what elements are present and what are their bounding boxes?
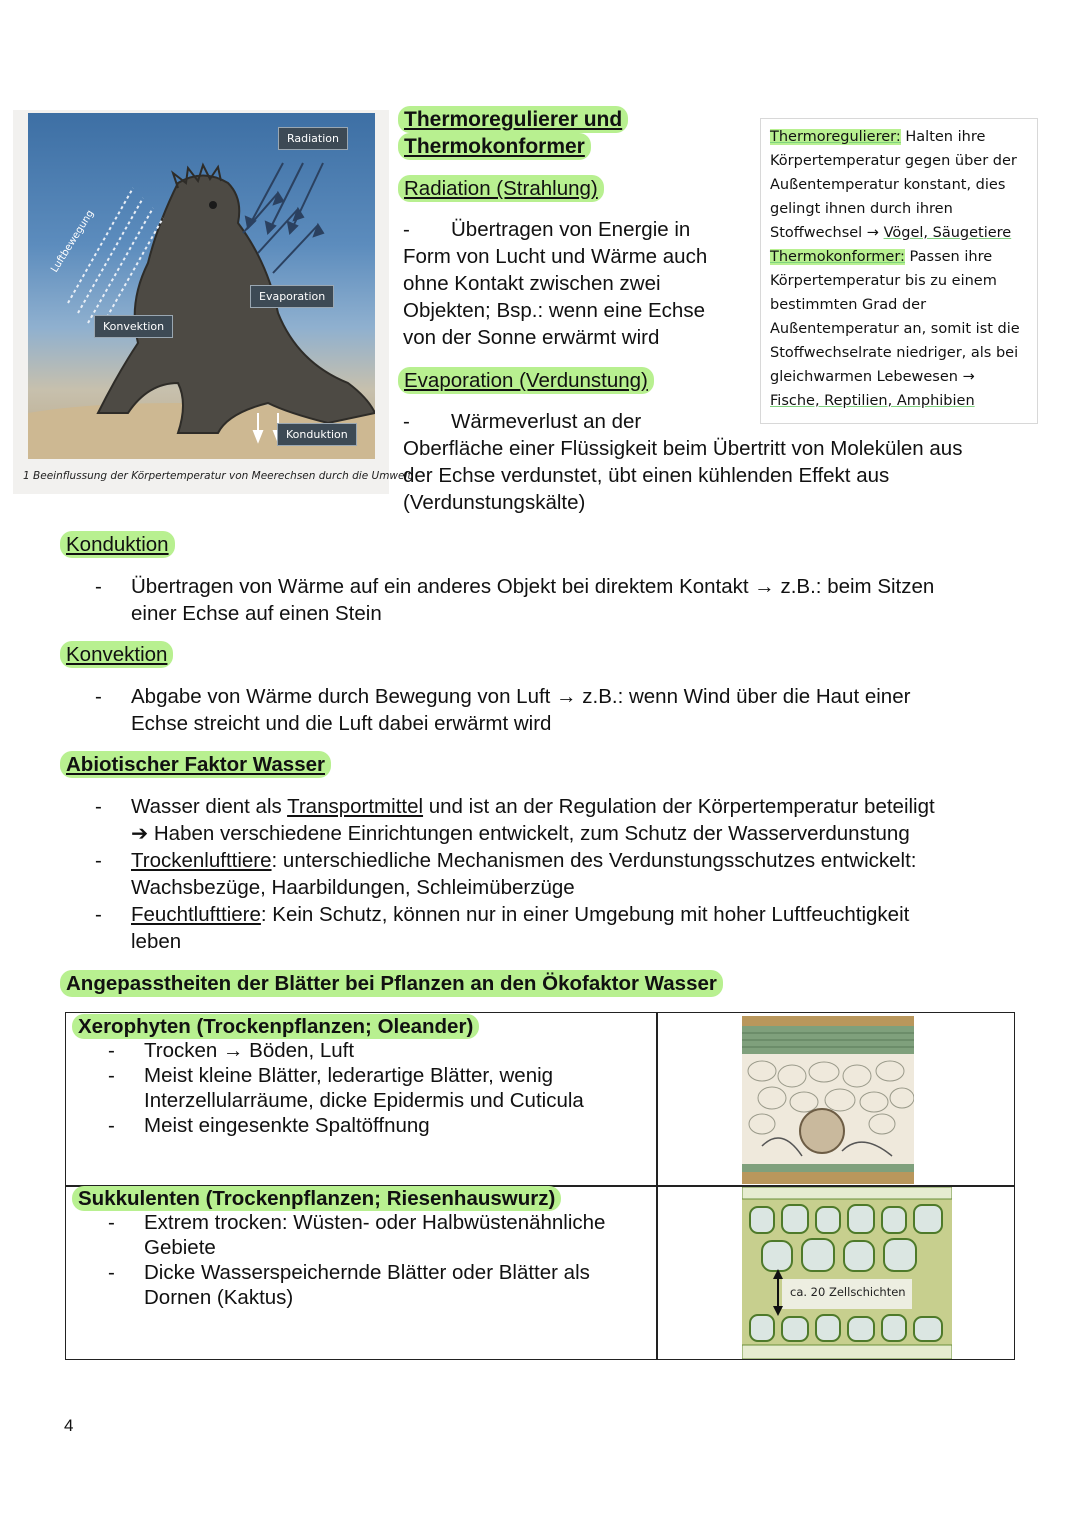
wasser-b1-post: und ist an der Regulation der Körpertemperatur beteiligt	[423, 795, 935, 818]
konduktion-heading: Konduktion	[60, 531, 175, 558]
sukkulenten-item-2-line-1: Dicke Wasserspeichernde Blätter oder Blätter als	[144, 1261, 590, 1284]
konvektion-heading-wrap	[60, 641, 173, 668]
radiation-heading-wrap	[398, 175, 604, 202]
konvektion-line-2: Echse streicht und die Luft dabei erwärmt wird	[131, 712, 552, 735]
radiation-label: Radiation	[278, 127, 348, 150]
plants-heading: Angepasstheiten der Blätter bei Pflanzen an den Ökofaktor Wasser	[60, 970, 723, 997]
xerophyten-title: Xerophyten (Trockenpflanzen; Oleander)	[72, 1014, 479, 1039]
wasser-text	[95, 793, 1045, 955]
wasser-b3-line2: leben	[131, 930, 182, 953]
plants-table	[65, 1012, 1015, 1360]
sukkulenten-cell	[72, 1186, 652, 1310]
plants-heading-wrap	[60, 970, 723, 997]
wasser-b2-line2: Wachsbezüge, Haarbildungen, Schleimüberzüge	[131, 876, 575, 899]
radiation-heading: Radiation (Strahlung)	[398, 175, 604, 202]
xerophyten-item-2-line-2: Interzellularräume, dicke Epidermis und Cuticula	[144, 1089, 584, 1112]
tr-line-3: Außentemperatur konstant, dies	[770, 177, 1006, 193]
transportmittel-term: Transportmittel	[287, 795, 424, 818]
evaporation-line-2: Oberfläche einer Flüssigkeit beim Übertritt von Molekülen aus	[403, 437, 963, 460]
evaporation-heading: Evaporation (Verdunstung)	[398, 367, 654, 394]
wasser-heading-wrap	[60, 751, 331, 778]
tk-line-3: bestimmten Grad der	[770, 297, 927, 313]
xerophyten-item-2-line-1: Meist kleine Blätter, lederartige Blätter, wenig	[144, 1064, 554, 1087]
konduktion-line-2: einer Echse auf einen Stein	[131, 602, 382, 625]
thermoregulierer-term: Thermoregulierer:	[770, 129, 901, 145]
definitions-box	[760, 118, 1038, 424]
luftbewegung-label: Luftbewegung	[49, 208, 97, 275]
feuchtlufttiere-term: Feuchtlufttiere	[131, 903, 261, 926]
iguana-figure	[13, 110, 412, 494]
tk-line-5: Stoffwechselrate niedriger, als bei	[770, 345, 1019, 361]
sukkulenten-title: Sukkulenten (Trockenpflanzen; Riesenhauswurz)	[72, 1186, 561, 1211]
figure-caption	[23, 470, 412, 482]
tk-line-4: Außentemperatur an, somit ist die	[770, 321, 1020, 337]
iguana-photo	[28, 113, 375, 459]
wasser-b1-pre: Wasser dient als	[131, 795, 288, 818]
page-number: 4	[64, 1416, 74, 1435]
konduktion-line-1: Übertragen von Wärme auf ein anderes Objekt bei direktem Kontakt → z.B.: beim Sitzen	[131, 575, 935, 598]
tr-line-1: Halten ihre	[905, 129, 986, 145]
tr-line-2: Körpertemperatur gegen über der	[770, 153, 1017, 169]
evaporation-line-4: (Verdunstungskälte)	[403, 491, 586, 514]
sukkulenten-item-1-line-2: Gebiete	[144, 1236, 216, 1259]
tk-line-6: gleichwarmen Lebewesen →	[770, 369, 975, 385]
main-title	[398, 106, 628, 160]
evaporation-line-3: der Echse verdunstet, übt einen kühlenden Effekt aus	[403, 464, 890, 487]
konvektion-text	[95, 683, 1025, 737]
sukkulenten-item-2-line-2: Dornen (Kaktus)	[144, 1286, 294, 1309]
xerophyten-item-3: Meist eingesenkte Spaltöffnung	[144, 1114, 430, 1137]
radiation-line-4: Objekten; Bsp.: wenn eine Echse	[403, 299, 705, 322]
radiation-line-1: Übertragen von Energie in	[451, 218, 691, 241]
radiation-line-5: von der Sonne erwärmt wird	[403, 326, 660, 349]
xerophyten-cell	[72, 1014, 652, 1138]
succulent-leaf-cross-section	[742, 1187, 952, 1359]
trockenlufttiere-term: Trockenlufttiere	[131, 849, 272, 872]
evaporation-line-1: Wärmeverlust an der	[451, 410, 642, 433]
wasser-b2-text: : unterschiedliche Mechanismen des Verdunstungsschutzes entwickelt:	[271, 849, 917, 872]
konduktion-text	[95, 573, 1025, 627]
title-line-1: Thermoregulierer und	[398, 106, 628, 133]
oleander-leaf-cross-section	[742, 1016, 914, 1184]
evaporation-text: - Wärmeverlust an der Oberfläche einer Flüssigkeit beim Übertritt von Molekülen aus der Echse verdunstet, übt einen kühlenden Effekt aus (Verdunstungskälte)	[403, 408, 1043, 516]
konvektion-line-1: Abgabe von Wärme durch Bewegung von Luft → z.B.: wenn Wind über die Haut einer	[131, 685, 911, 708]
thermokonformer-examples: Fische, Reptilien, Amphibien	[770, 393, 975, 409]
tk-line-1: Passen ihre	[909, 249, 993, 265]
tr-line-5: Stoffwechsel →	[770, 225, 879, 241]
konvektion-label: Konvektion	[94, 315, 173, 338]
sukkulenten-leaf-image	[742, 1187, 952, 1359]
caption-text: Beeinflussung der Körpertemperatur von Meerechsen durch die Umwelt	[33, 470, 412, 482]
evaporation-label: Evaporation	[250, 285, 334, 308]
wasser-b3-text: : Kein Schutz, können nur in einer Umgebung mit hoher Luftfeuchtigkeit	[260, 903, 910, 926]
tr-line-4: gelingt ihnen durch ihren	[770, 201, 953, 217]
konduktion-label: Konduktion	[277, 423, 357, 446]
konvektion-heading: Konvektion	[60, 641, 173, 668]
zellschichten-label: ca. 20 Zellschichten	[790, 1285, 906, 1299]
konduktion-heading-wrap	[60, 531, 175, 558]
thermoregulierer-examples: Vögel, Säugetiere	[883, 225, 1012, 241]
evaporation-heading-wrap	[398, 367, 654, 394]
thermokonformer-term: Thermokonformer:	[770, 249, 905, 265]
radiation-line-3: ohne Kontakt zwischen zwei	[403, 272, 661, 295]
xerophyten-leaf-image	[742, 1016, 914, 1184]
title-line-2: Thermokonformer	[398, 133, 591, 160]
sukkulenten-item-1-line-1: Extrem trocken: Wüsten- oder Halbwüstenähnliche	[144, 1211, 606, 1234]
xerophyten-item-1: Trocken → Böden, Luft	[144, 1039, 355, 1062]
wasser-heading: Abiotischer Faktor Wasser	[60, 751, 331, 778]
radiation-text: - Übertragen von Energie in Form von Lucht und Wärme auch ohne Kontakt zwischen zwei Objekten; Bsp.: wenn eine Echse von der Sonne erwärmt wird	[403, 216, 748, 351]
iguana-eye	[209, 201, 217, 209]
caption-number: 1	[23, 470, 30, 482]
wasser-b1-sub: ➔ Haben verschiedene Einrichtungen entwickelt, zum Schutz der Wasserverdunstung	[131, 822, 910, 845]
radiation-line-2: Form von Lucht und Wärme auch	[403, 245, 708, 268]
tk-line-2: Körpertemperatur bis zu einem	[770, 273, 997, 289]
